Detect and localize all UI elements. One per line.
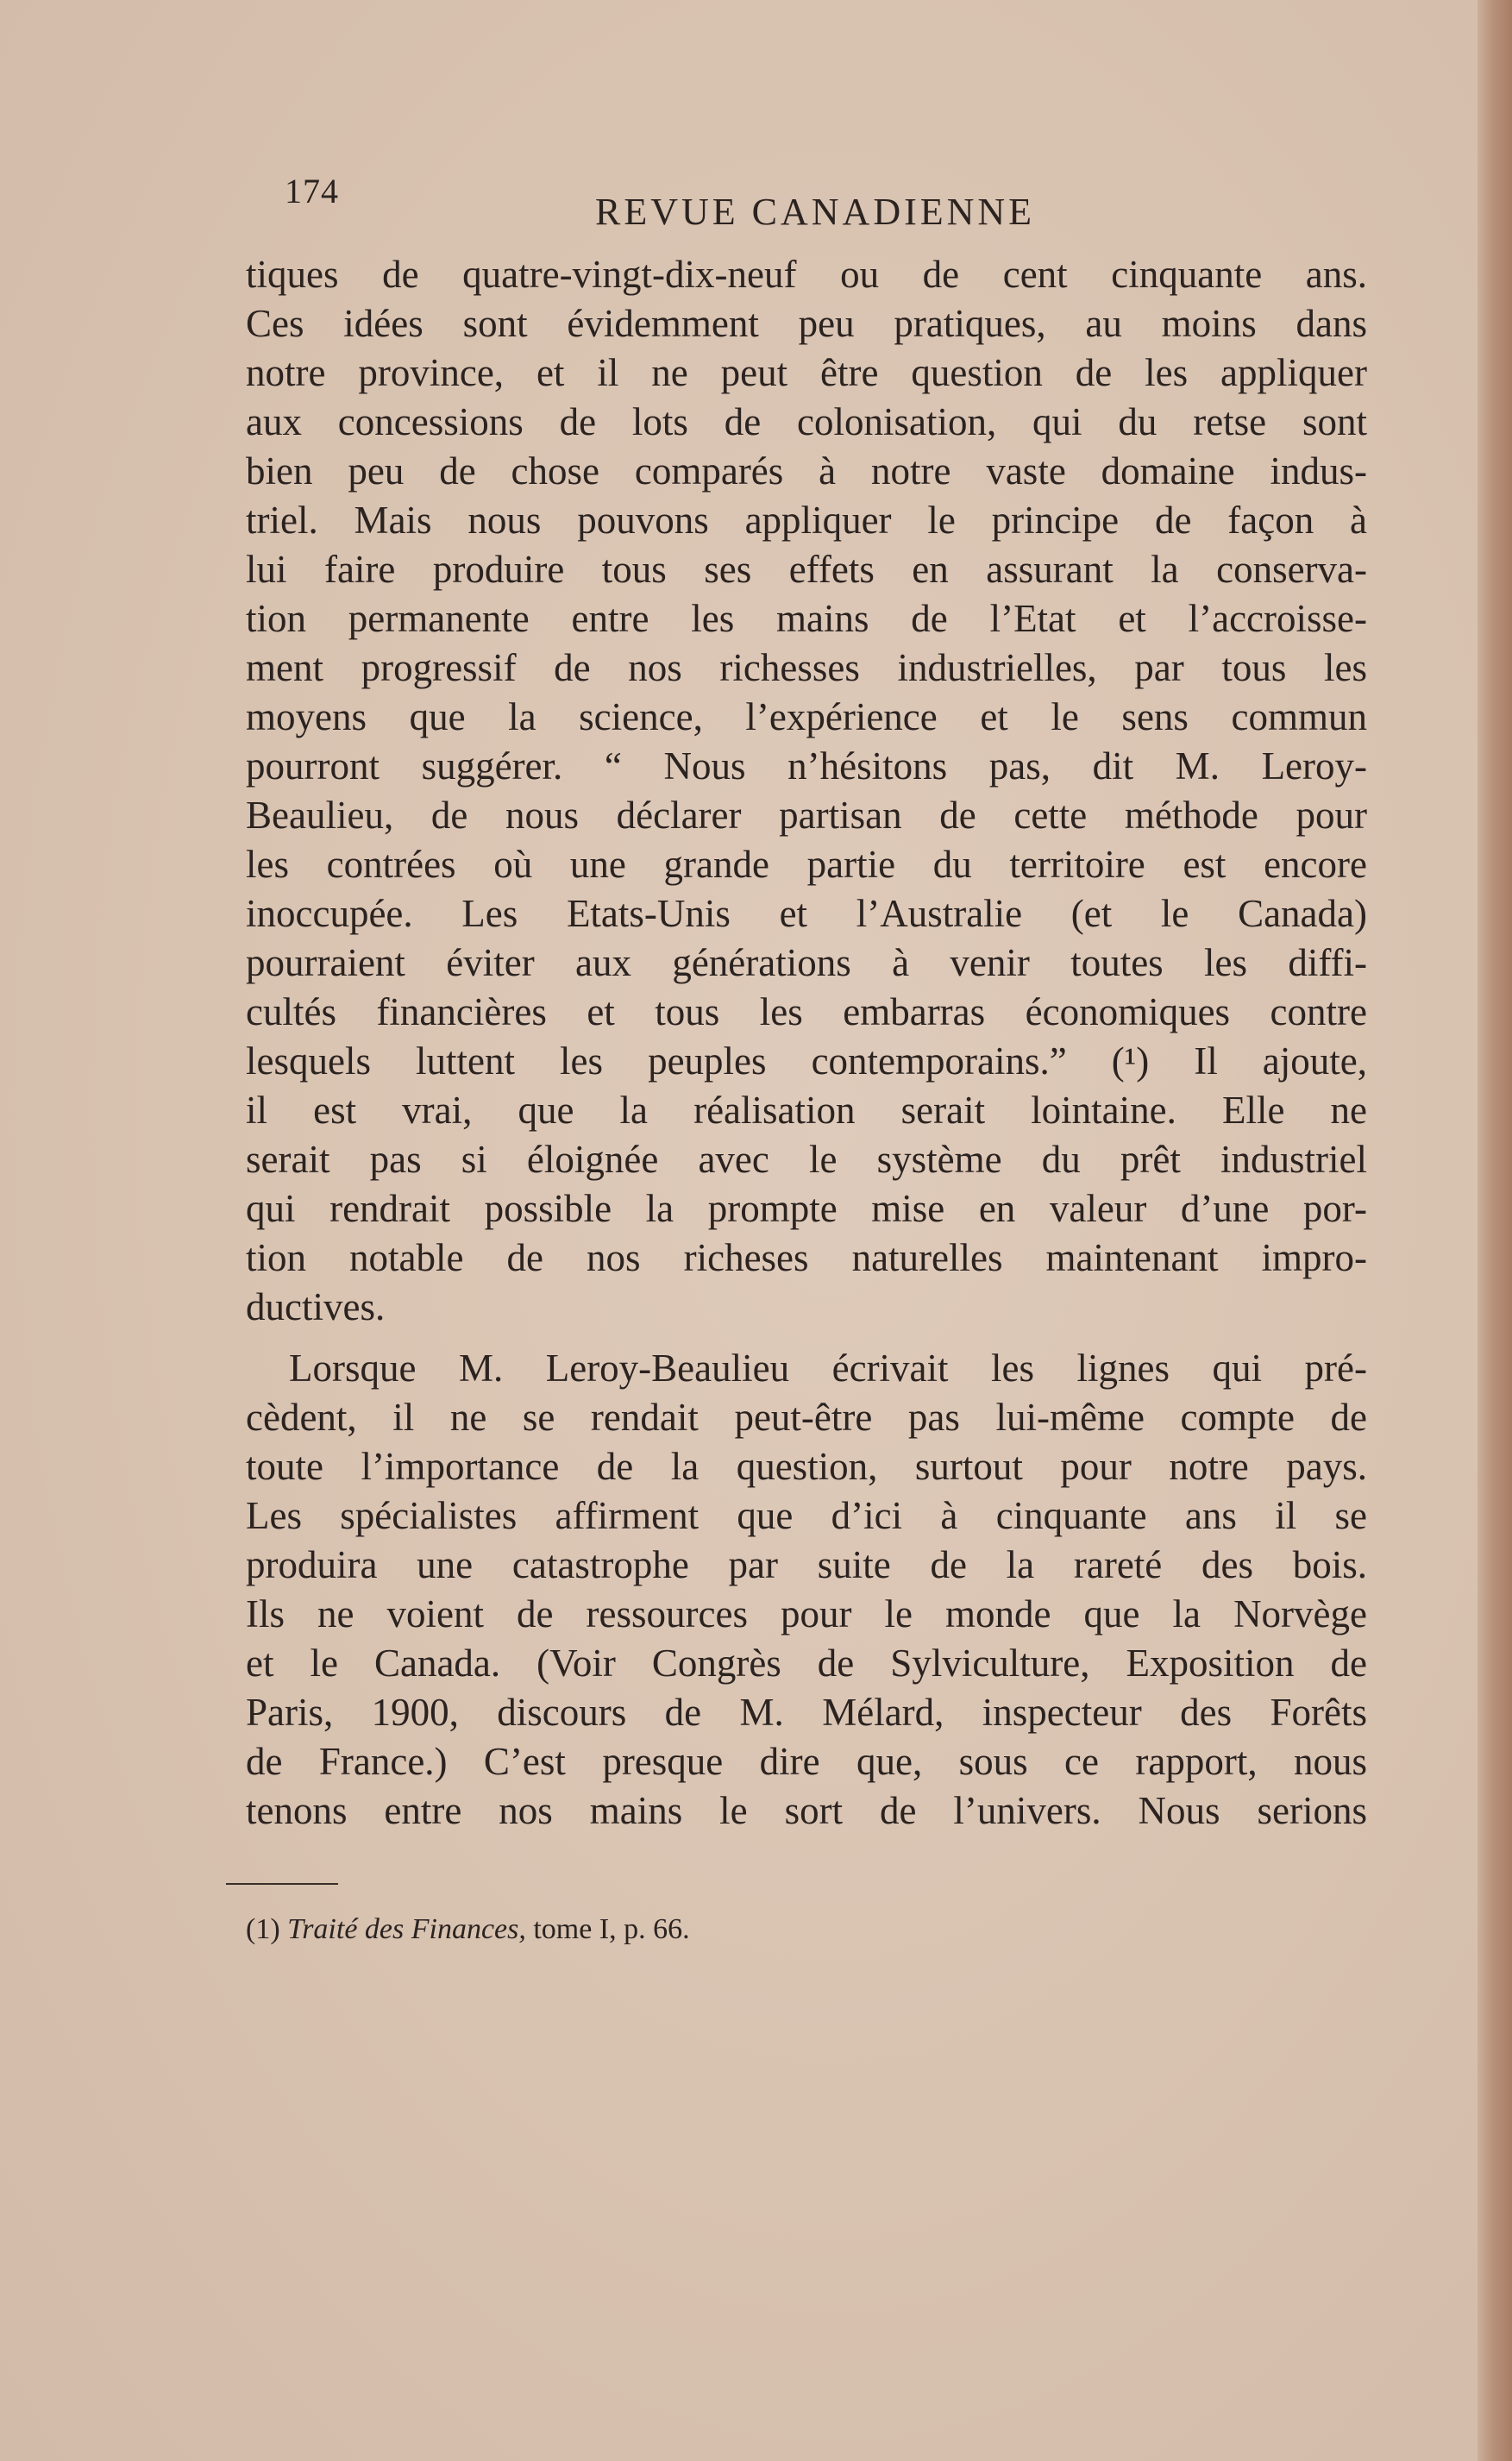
text-line: toute l’importance de la question, surtout pour notre pays.	[246, 1445, 1367, 1488]
text-line: lesquels luttent les peuples contemporains.” (¹) Il ajoute,	[246, 1039, 1367, 1083]
text-line: moyens que la science, l’expérience et le sens commun	[246, 695, 1367, 738]
footnote-title: Traité des Finances,	[287, 1913, 526, 1945]
text-line: il est vrai, que la réalisation serait lointaine. Elle ne	[246, 1089, 1367, 1132]
text-line: de France.) C’est presque dire que, sous ce rapport, nous	[246, 1740, 1367, 1783]
paragraph-gap	[246, 1332, 1367, 1344]
body-text	[246, 250, 1367, 1836]
text-line: les contrées où une grande partie du territoire est encore	[246, 843, 1367, 886]
running-title: REVUE CANADIENNE	[595, 191, 1036, 233]
text-line: qui rendrait possible la prompte mise en valeur d’une por-	[246, 1187, 1367, 1230]
text-line: lui faire produire tous ses effets en assurant la conserva-	[246, 548, 1367, 591]
page-header	[285, 164, 1354, 233]
text-line: ductives.	[246, 1285, 386, 1328]
text-line: pourraient éviter aux générations à venir toutes les diffi-	[246, 941, 1367, 984]
footnote-reference: tome I, p. 66.	[533, 1913, 690, 1945]
page-number: 174	[285, 172, 339, 210]
text-line: aux concessions de lots de colonisation, qui du retse sont	[246, 400, 1367, 443]
text-line: et le Canada. (Voir Congrès de Sylviculture, Exposition de	[246, 1642, 1367, 1685]
footnote	[246, 1913, 690, 1946]
text-line: notre province, et il ne peut être question de les appliquer	[246, 351, 1367, 394]
text-line: Ces idées sont évidemment peu pratiques, au moins dans	[246, 302, 1367, 345]
footnote-marker: (1)	[246, 1913, 280, 1945]
text-line: Ils ne voient de ressources pour le monde que la Norvège	[246, 1592, 1367, 1635]
text-line: cultés financières et tous les embarras économiques contre	[246, 990, 1367, 1033]
text-line: Les spécialistes affirment que d’ici à cinquante ans il se	[246, 1494, 1367, 1537]
text-line: inoccupée. Les Etats-Unis et l’Australie (et le Canada)	[246, 892, 1367, 935]
text-line: tion notable de nos richeses naturelles maintenant impro-	[246, 1236, 1367, 1279]
text-line: tenons entre nos mains le sort de l’univers. Nous serions	[246, 1789, 1367, 1832]
text-line: serait pas si éloignée avec le système du prêt industriel	[246, 1138, 1367, 1181]
text-line: Paris, 1900, discours de M. Mélard, inspecteur des Forêts	[246, 1691, 1367, 1734]
text-line: Beaulieu, de nous déclarer partisan de cette méthode pour	[246, 794, 1367, 837]
text-line: triel. Mais nous pouvons appliquer le principe de façon à	[246, 499, 1367, 542]
text-line: tiques de quatre-vingt-dix-neuf ou de cent cinquante ans.	[246, 253, 1367, 296]
text-line: Lorsque M. Leroy-Beaulieu écrivait les lignes qui pré-	[289, 1347, 1367, 1390]
text-line: pourront suggérer. “ Nous n’hésitons pas, dit M. Leroy-	[246, 744, 1367, 788]
page-spine-shadow	[1477, 0, 1512, 2461]
text-line: bien peu de chose comparés à notre vaste domaine indus-	[246, 449, 1367, 493]
text-line: ment progressif de nos richesses industrielles, par tous les	[246, 646, 1367, 689]
text-line: cèdent, il ne se rendait peut-être pas lui-même compte de	[246, 1396, 1367, 1439]
text-line: produira une catastrophe par suite de la rareté des bois.	[246, 1543, 1367, 1586]
text-line: tion permanente entre les mains de l’Etat et l’accroisse-	[246, 597, 1367, 640]
footnote-divider	[226, 1883, 338, 1885]
